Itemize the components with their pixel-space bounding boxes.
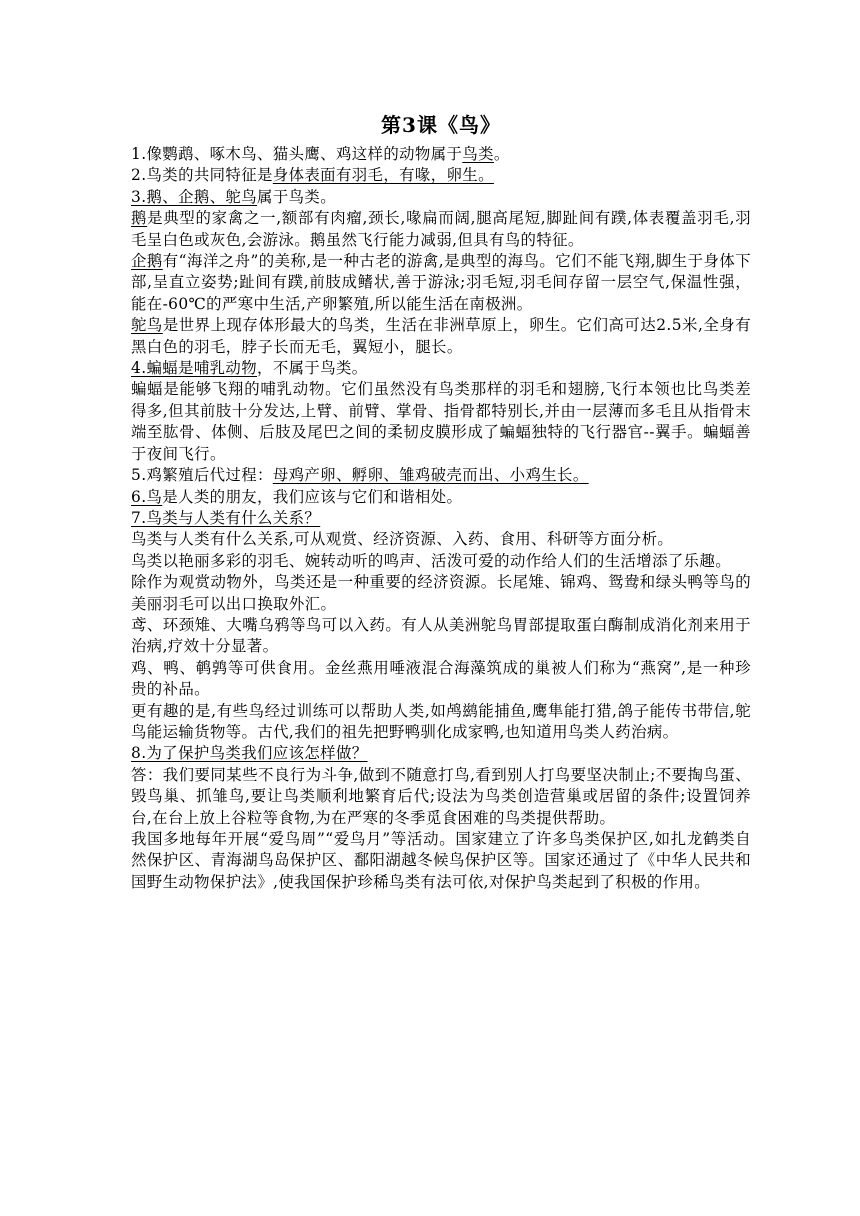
ostrich-name: 鸵鸟 <box>131 316 163 335</box>
q6-text: 是人类的朋友，我们应该与它们和谐相处。 <box>162 487 463 506</box>
q5-text: 5.鸡繁殖后代过程： <box>131 466 273 485</box>
q6-answer: 6.鸟 <box>131 487 163 506</box>
q2-text: 2.鸟类的共同特征是 <box>131 166 273 185</box>
q4-answer: 4.蝙蝠是哺乳动物 <box>131 359 258 378</box>
question-6 <box>131 487 751 508</box>
q7-question: 7.鸟类与人类有什么关系？ <box>131 508 321 527</box>
question-1 <box>131 144 751 165</box>
q5-answer: 母鸡产卵、孵卵、雏鸡破壳而出、小鸡生长。 <box>272 466 589 485</box>
goose-text: 是典型的家禽之一,额部有肉瘤,颈长,喙扁而阔,腿高尾短,脚趾间有蹼,体表覆盖羽毛,羽毛呈白色或灰色,会游泳。鹅虽然飞行能力减弱,但具有鸟的特征。 <box>131 209 751 249</box>
q7-paragraph-4: 鸢、环颈雉、大嘴乌鸦等鸟可以入药。有人从美洲鸵鸟胃部提取蛋白酶制成消化剂来用于治病,疗效十分显著。 <box>131 615 751 656</box>
question-4 <box>131 358 751 379</box>
goose-paragraph <box>131 208 751 251</box>
question-5 <box>131 465 751 486</box>
q7-paragraph-6: 更有趣的是,有些鸟经过训练可以帮助人类,如鸬鹚能捕鱼,鹰隼能打猎,鸽子能传书带信,鸵鸟能运输货物等。古代,我们的祖先把野鸭驯化成家鸭,也知道用鸟类人药治病。 <box>131 701 751 741</box>
q1-end: 。 <box>493 145 510 163</box>
q8-paragraph-1: 答：我们要同某些不良行为斗争,做到不随意打鸟,看到别人打鸟要坚决制止;不要掏鸟蛋、毁鸟巢、抓雏鸟,要让鸟类顺利地繁育后代;设法为鸟类创造营巢或居留的条件;设置饲养台,在台上放上谷粒等食物,为在严寒的冬季觅食困难的鸟类提供帮助。 <box>131 765 751 827</box>
question-7 <box>131 508 751 529</box>
q7-paragraph-5: 鸡、鸭、鹌鹑等可供食用。金丝燕用唾液混合海藻筑成的巢被人们称为“燕窝”,是一种珍贵的补品。 <box>131 658 751 699</box>
q1-answer: 鸟类 <box>462 145 494 163</box>
q8-paragraph-2: 我国多地每年开展“爱鸟周”“爱鸟月”等活动。国家建立了许多鸟类保护区,如扎龙鹤类自然保护区、青海湖鸟岛保护区、鄱阳湖越冬候鸟保护区等。国家还通过了《中华人民共和国野生动物保护法》,使我国保护珍稀鸟类有法可依,对保护鸟类起到了积极的作用。 <box>131 830 751 891</box>
q2-answer: 身体表面有羽毛，有喙，卵生。 <box>272 166 494 185</box>
page-title: 第3课《鸟》 <box>381 113 501 137</box>
question-8 <box>131 743 751 764</box>
penguin-name: 企鹅 <box>131 252 163 271</box>
q8-question: 8.为了保护鸟类我们应该怎样做？ <box>131 744 368 763</box>
q7-paragraph-3: 除作为观赏动物外，鸟类还是一种重要的经济资源。长尾雉、锦鸡、鸳鸯和绿头鸭等鸟的美丽羽毛可以出口换取外汇。 <box>131 573 751 613</box>
q7-paragraph-2: 鸟类以艳丽多彩的羽毛、婉转动听的鸣声、活泼可爱的动作给人们的生活增添了乐趣。 <box>131 551 732 570</box>
q3-answer: 3.鹅、企鹅、鸵鸟 <box>131 187 258 206</box>
bat-paragraph: 蝙蝠是能够飞翔的哺乳动物。它们虽然没有鸟类那样的羽毛和翅膀,飞行本领也比鸟类差得多,但其前肢十分发达,上臂、前臂、掌骨、指骨都特别长,并由一层薄而多毛且从指骨末端至肱骨、体侧、后肢及尾巴之间的柔韧皮膜形成了蝙蝠独特的飞行器官--翼手。蝙蝠善于夜间飞行。 <box>131 380 751 463</box>
q3-text: 属于鸟类。 <box>257 187 336 206</box>
goose-name: 鹅 <box>131 209 148 228</box>
q1-text: 1.像鹦鹉、啄木鸟、猫头鹰、鸡这样的动物属于 <box>131 145 463 163</box>
ostrich-text: 是世界上现存体形最大的鸟类，生活在非洲草原上，卵生。它们高可达2.5米,全身有黑白色的羽毛，脖子长而无毛，翼短小，腿长。 <box>131 316 751 356</box>
ostrich-paragraph <box>131 315 751 358</box>
question-3 <box>131 187 751 208</box>
penguin-paragraph <box>131 251 751 315</box>
q4-text: ，不属于鸟类。 <box>257 359 368 378</box>
penguin-text: 有“海洋之舟”的美称,是一种古老的游禽,是典型的海鸟。它们不能飞翔,脚生于身体下部,呈直立姿势;趾间有蹼,前肢成鳍状,善于游泳;羽毛短,羽毛间存留一层空气,保温性强，能在-60℃的严寒中生活,产卵繁殖,所以能生活在南极洲。 <box>131 252 751 313</box>
q7-paragraph-1: 鸟类与人类有什么关系,可从观赏、经济资源、入药、食用、科研等方面分析。 <box>131 530 674 549</box>
document-page <box>131 110 751 893</box>
question-2 <box>131 165 751 186</box>
